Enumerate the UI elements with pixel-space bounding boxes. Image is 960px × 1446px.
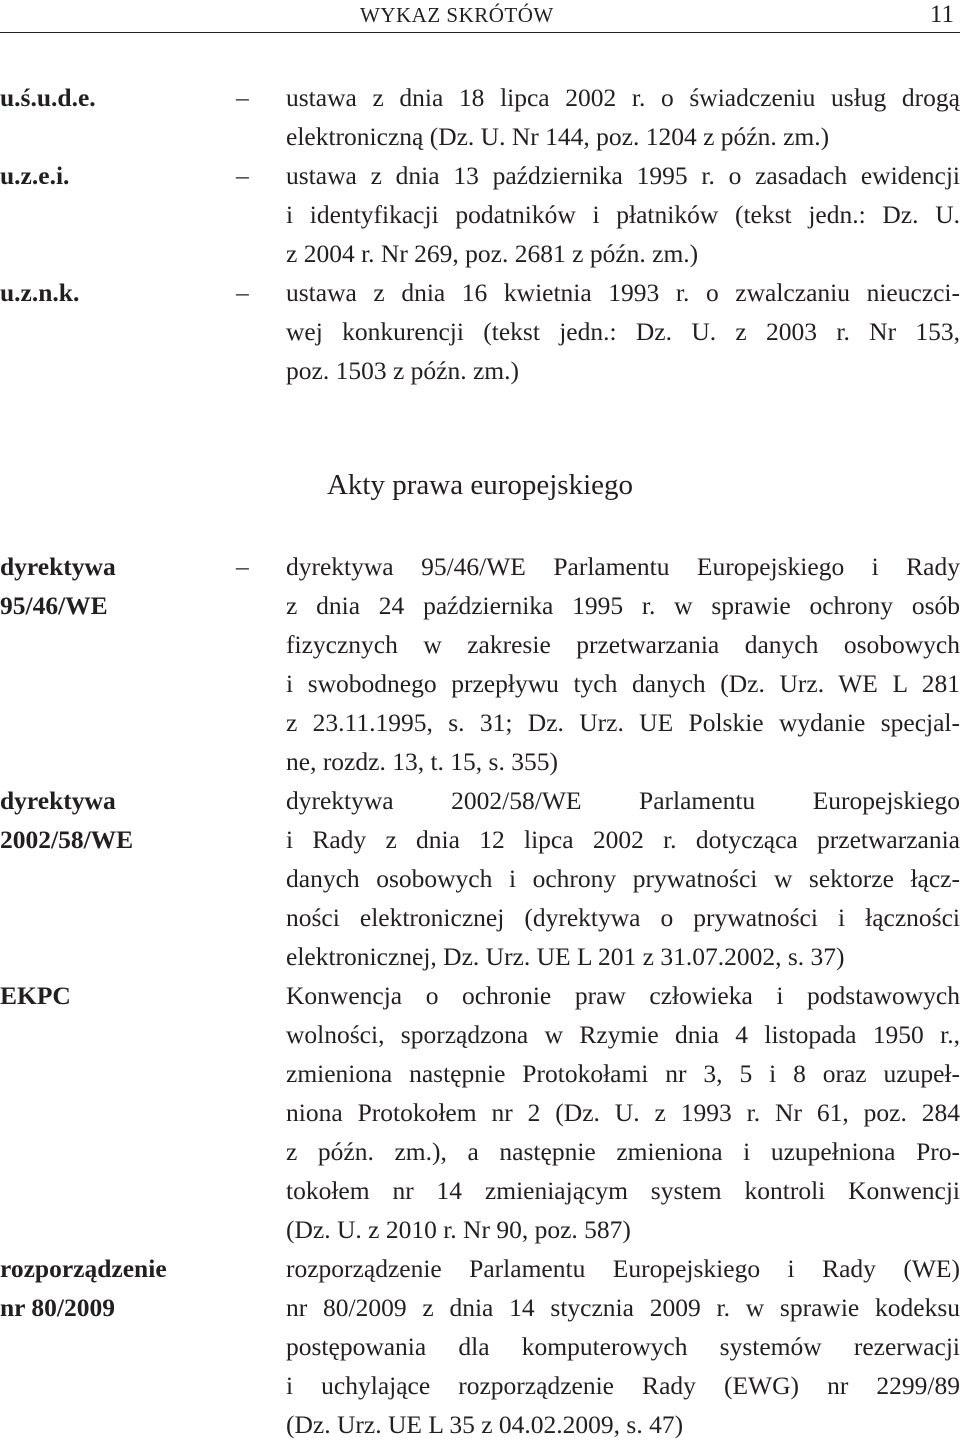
definition-line: ustawa z dnia 13 października 1995 r. o zasadach ewidencji [286, 161, 960, 190]
abbreviation-entry [0, 1249, 960, 1444]
abbreviation-term [0, 976, 235, 1015]
definition-line: niona Protokołem nr 2 (Dz. U. z 1993 r. Nr 61, poz. 284 [286, 1098, 960, 1127]
abbreviation-term-line: 2002/58/WE [0, 825, 134, 854]
abbreviation-definition [286, 781, 960, 976]
abbreviation-definition [286, 156, 960, 273]
definition-line: i identyfikacji podatników i płatników (tekst jedn.: Dz. U. [286, 200, 960, 229]
abbreviation-definition [286, 273, 960, 390]
abbreviation-term-line: rozporządzenie [0, 1254, 167, 1283]
abbreviation-definition [286, 1249, 960, 1444]
definition-line: dyrektywa 95/46/WE Parlamentu Europejskiego i Rady [286, 552, 960, 581]
abbreviation-entry [0, 156, 960, 273]
definition-line: i swobodnego przepływu tych danych (Dz. Urz. WE L 281 [286, 669, 960, 698]
definition-line: z 23.11.1995, s. 31; Dz. Urz. UE Polskie wydanie specjal- [286, 708, 960, 737]
abbreviation-term-line: 95/46/WE [0, 591, 108, 620]
entry-dash: – [236, 83, 249, 112]
abbreviation-term-line: nr 80/2009 [0, 1293, 115, 1322]
definition-line: elektronicznej, Dz. Urz. UE L 201 z 31.07.2002, s. 37) [286, 942, 845, 971]
page-number: 11 [929, 1, 954, 28]
definition-line: Konwencja o ochronie praw człowieka i podstawowych [286, 981, 960, 1010]
entry-dash: – [236, 552, 249, 581]
abbreviation-term [0, 156, 235, 195]
abbreviation-definition [286, 78, 960, 156]
abbreviation-term [0, 547, 235, 625]
running-head-title: WYKAZ SKRÓTÓW [360, 3, 554, 27]
header-rule [0, 32, 960, 33]
entry-dash: – [236, 278, 249, 307]
definition-line: postępowania dla komputerowych systemów rezerwacji [286, 1332, 960, 1361]
definition-line: ustawa z dnia 18 lipca 2002 r. o świadczeniu usług drogą [286, 83, 960, 112]
definition-line: z 2004 r. Nr 269, poz. 2681 z późn. zm.) [286, 239, 699, 268]
definition-line: i uchylające rozporządzenie Rady (EWG) nr 2299/89 [286, 1371, 960, 1400]
definition-line: wolności, sporządzona w Rzymie dnia 4 listopada 1950 r., [286, 1020, 960, 1049]
abbreviation-term-line: u.z.e.i. [0, 161, 70, 190]
abbreviation-definition [286, 547, 960, 781]
abbreviation-term [0, 781, 235, 859]
abbreviation-entry [0, 78, 960, 156]
definition-line: (Dz. U. z 2010 r. Nr 90, poz. 587) [286, 1215, 631, 1244]
abbreviation-term-line: dyrektywa [0, 786, 116, 815]
entry-dash: – [236, 161, 249, 190]
definition-line: ustawa z dnia 16 kwietnia 1993 r. o zwalczaniu nieuczci- [286, 278, 960, 307]
abbreviation-entry [0, 547, 960, 781]
definition-line: i Rady z dnia 12 lipca 2002 r. dotycząca przetwarzania [286, 825, 960, 854]
running-head [0, 0, 960, 40]
definition-line: danych osobowych i ochrony prywatności w sektorze łącz- [286, 864, 960, 893]
abbreviation-entry [0, 976, 960, 1249]
abbreviation-term [0, 273, 235, 312]
abbreviation-list-european [0, 547, 960, 1444]
definition-line: tokołem nr 14 zmieniającym system kontroli Konwencji [286, 1176, 960, 1205]
definition-line: nr 80/2009 z dnia 14 stycznia 2009 r. w sprawie kodeksu [286, 1293, 960, 1322]
definition-line: fizycznych w zakresie przetwarzania danych osobowych [286, 630, 960, 659]
definition-line: ności elektronicznej (dyrektywa o prywatności i łączności [286, 903, 960, 932]
abbreviation-term [0, 78, 235, 117]
definition-line: (Dz. Urz. UE L 35 z 04.02.2009, s. 47) [286, 1410, 684, 1439]
definition-line: rozporządzenie Parlamentu Europejskiego i Rady (WE) [286, 1254, 960, 1283]
abbreviation-term-line: EKPC [0, 981, 71, 1010]
abbreviation-list-national [0, 78, 960, 390]
abbreviation-term [0, 1249, 235, 1327]
definition-line: zmieniona następnie Protokołami nr 3, 5 i 8 oraz uzupeł- [286, 1059, 960, 1088]
abbreviation-entry [0, 781, 960, 976]
abbreviation-term-line: dyrektywa [0, 552, 116, 581]
definition-line: elektroniczną (Dz. U. Nr 144, poz. 1204 z późn. zm.) [286, 122, 830, 151]
abbreviation-term-line: u.ś.u.d.e. [0, 83, 96, 112]
definition-line: wej konkurencji (tekst jedn.: Dz. U. z 2003 r. Nr 153, [286, 317, 960, 346]
abbreviation-definition [286, 976, 960, 1249]
abbreviation-entry [0, 273, 960, 390]
definition-line: dyrektywa 2002/58/WE Parlamentu Europejskiego [286, 786, 960, 815]
definition-line: poz. 1503 z późn. zm.) [286, 356, 519, 385]
section-heading: Akty prawa europejskiego [326, 469, 633, 501]
definition-line: z dnia 24 października 1995 r. w sprawie ochrony osób [286, 591, 960, 620]
abbreviation-term-line: u.z.n.k. [0, 278, 80, 307]
definition-line: ne, rozdz. 13, t. 15, s. 355) [286, 747, 558, 776]
definition-line: z późn. zm.), a następnie zmieniona i uzupełniona Pro- [286, 1137, 960, 1166]
